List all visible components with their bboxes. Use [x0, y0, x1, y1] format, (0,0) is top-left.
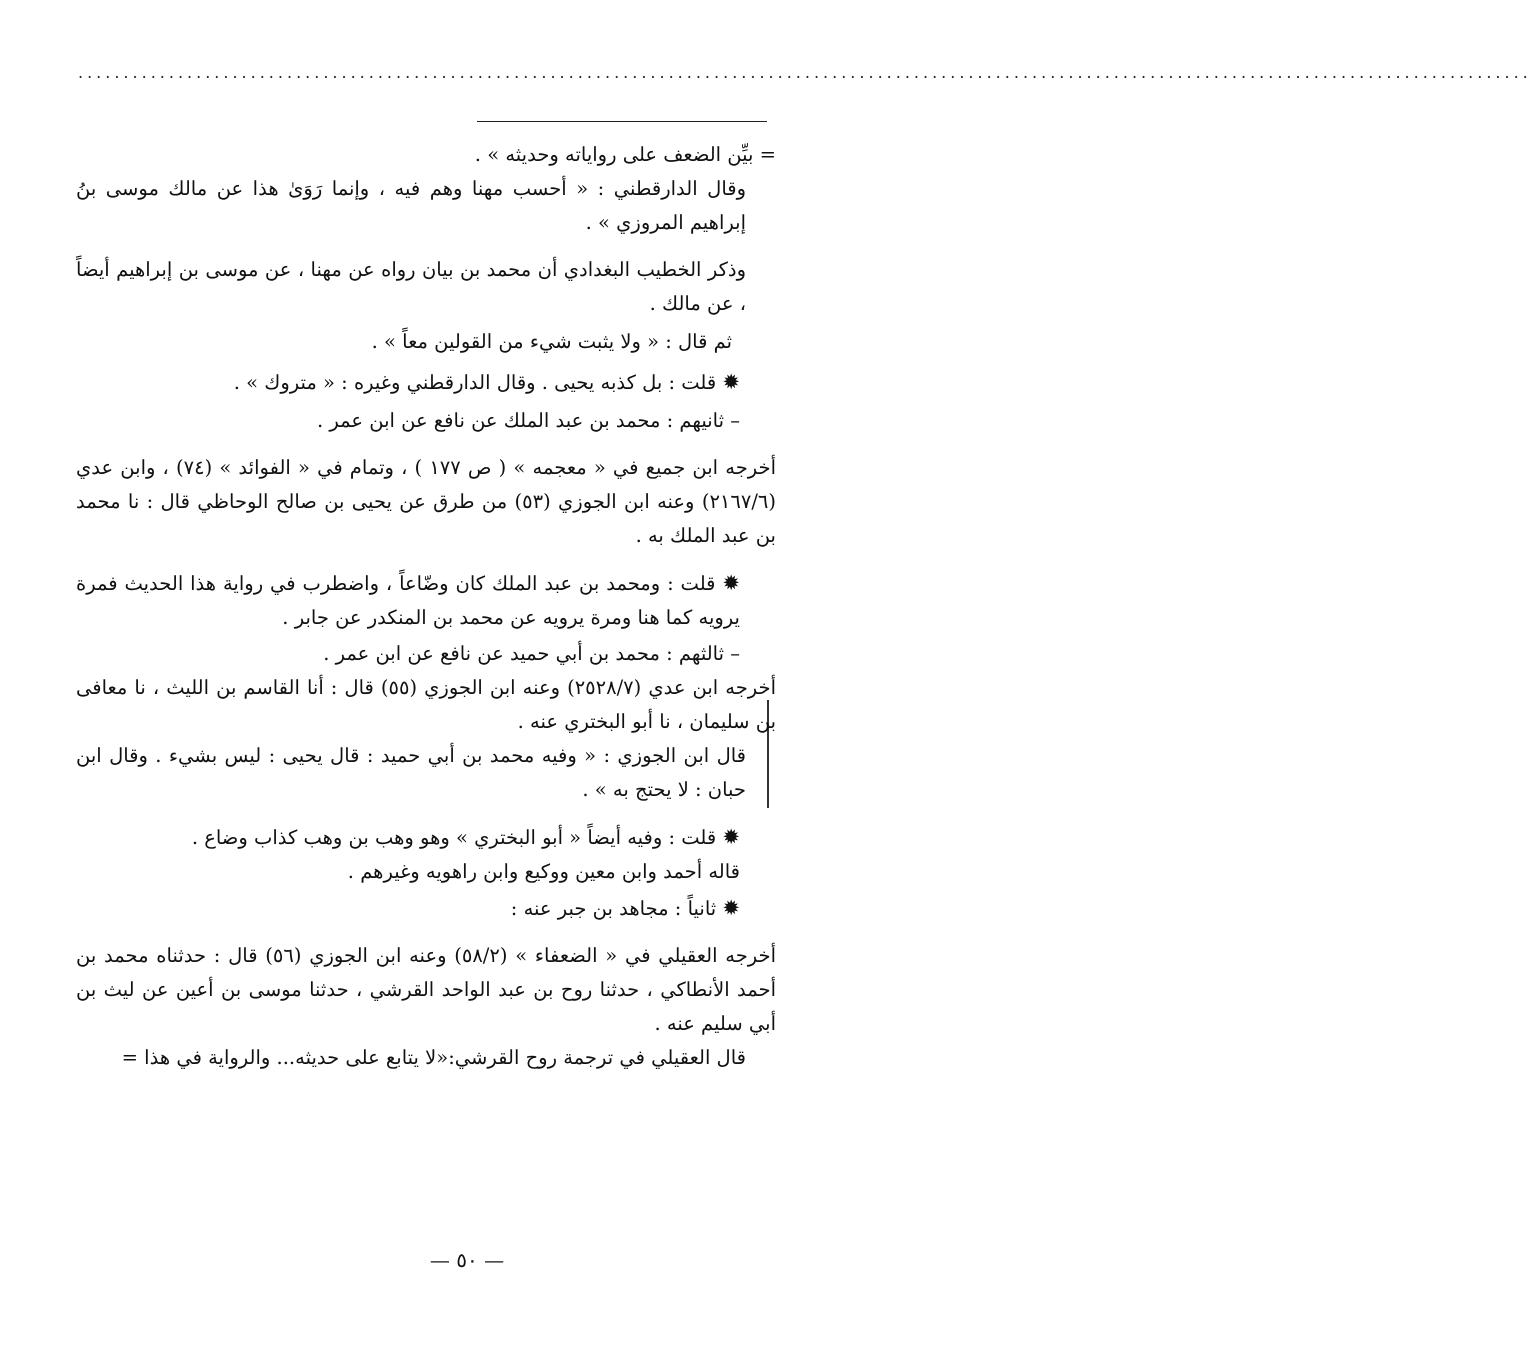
- paragraph-khatib: وذكر الخطيب البغدادي أن محمد بن بيان رواه عن مهنا ، عن موسى بن إبراهيم أيضاً ، عن مالك .: [76, 258, 746, 315]
- paragraph-qalahu: قاله أحمد وابن معين ووكيع وابن راهويه وغيرهم .: [347, 860, 740, 883]
- paragraph-qultu-1: ✹ قلت : بل كذبه يحيى . وقال الدارقطني وغيره : « متروك » .: [233, 370, 740, 394]
- star-ornament-icon: ✹: [722, 825, 740, 849]
- star-ornament-icon: ✹: [722, 896, 740, 920]
- paragraph-thalithuhum: – ثالثهم : محمد بن أبي حميد عن نافع عن ابن عمر .: [323, 642, 740, 665]
- dotted-separator: ................................................................................................................................................................: [78, 63, 1532, 82]
- paragraph-continuation: = بيِّن الضعف على رواياته وحديثه » .: [474, 143, 776, 166]
- paragraph-ibn-jumay: أخرجه ابن جميع في « معجمه » ( ص ١٧٧ ) ، وتمام في « الفوائد » (٧٤) ، وابن عدي (٢١٦٧/٦) وعنه ابن الجوزي (٥٣) من طرق عن يحيى بن صالح الوحاظي قال : نا محمد بن عبد الملك به .: [76, 456, 776, 547]
- paragraph-uqayli: أخرجه العقيلي في « الضعفاء » (٥٨/٢) وعنه ابن الجوزي (٥٦) قال : حدثناه محمد بن أحمد الأنطاكي ، حدثنا روح بن عبد الواحد القرشي ، حدثنا موسى بن أعين عن ليث بن أبي سليم عنه .: [76, 944, 776, 1035]
- footnote-rule: [477, 121, 767, 122]
- paragraph-ibn-jawzi: قال ابن الجوزي : « وفيه محمد بن أبي حميد : قال يحيى : ليس بشيء . وقال ابن حبان : لا يحتج به » .: [76, 744, 746, 801]
- paragraph-thaniyan: ✹ ثانياً : مجاهد بن جبر عنه :: [510, 896, 740, 920]
- paragraph-qultu-3: ✹ قلت : وفيه أيضاً « أبو البختري » وهو وهب بن وهب كذاب وضاع .: [191, 825, 740, 849]
- star-ornament-icon: ✹: [722, 571, 740, 595]
- paragraph-daraqutni: وقال الدارقطني : « أحسب مهنا وهم فيه ، وإنما رَوَىٰ هذا عن مالك موسى بنُ إبراهيم المروزي » .: [76, 177, 746, 234]
- paragraph-ibn-adi: أخرجه ابن عدي (٢٥٢٨/٧) وعنه ابن الجوزي (٥٥) قال : أنا القاسم بن الليث ، نا معافى بن سليمان ، نا أبو البختري عنه .: [76, 676, 776, 733]
- page-number: — ٥٠ —: [429, 1248, 505, 1272]
- paragraph-uqayli-qal: قال العقيلي في ترجمة روح القرشي:«لا يتابع على حديثه... والرواية في هذا =: [121, 1046, 746, 1069]
- paragraph-thanihim: – ثانيهم : محمد بن عبد الملك عن نافع عن ابن عمر .: [316, 409, 740, 432]
- paragraph-qultu-2: ✹ قلت : ومحمد بن عبد الملك كان وضّاعاً ، واضطرب في رواية هذا الحديث فمرة يرويه كما هنا ومرة يرويه عن محمد بن المنكدر عن جابر .: [76, 571, 740, 629]
- star-ornament-icon: ✹: [722, 370, 740, 394]
- text-body: [76, 138, 776, 1075]
- paragraph-thumma-qal: ثم قال : « ولا يثبت شيء من القولين معاً » .: [371, 330, 732, 353]
